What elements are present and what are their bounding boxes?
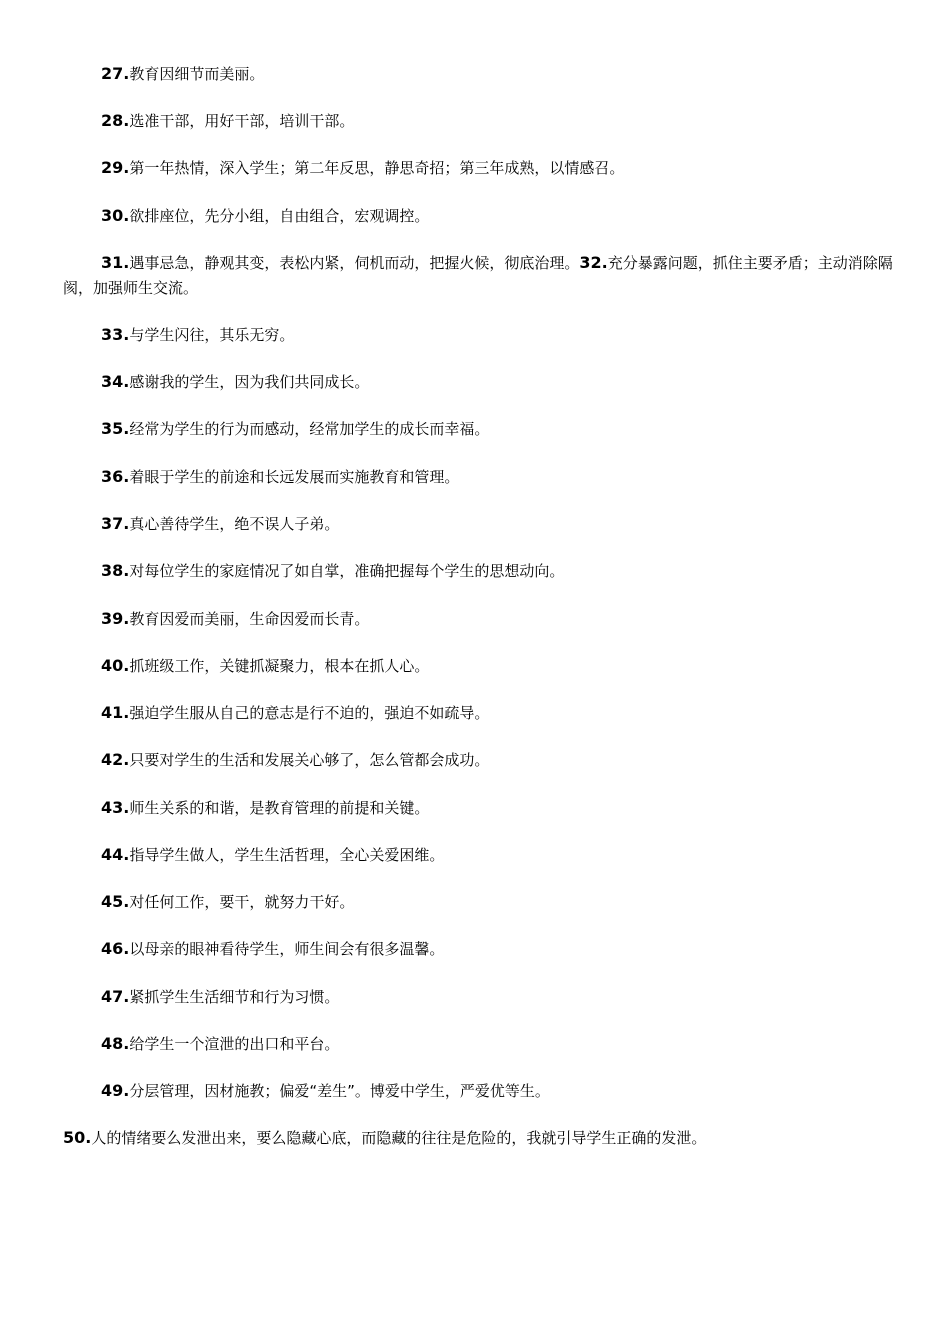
- item-number: 39.: [101, 609, 130, 628]
- list-item: [63, 1078, 893, 1104]
- list-item: [63, 700, 893, 726]
- list-item: [63, 369, 893, 395]
- item-number: 48.: [101, 1034, 130, 1053]
- list-item: [63, 747, 893, 773]
- item-text: 遇事忌急，静观其变，表松内紧，伺机而动，把握火候，彻底治理。: [129, 254, 580, 272]
- item-text: 感谢我的学生，因为我们共同成长。: [129, 373, 370, 391]
- item-number: 27.: [101, 64, 130, 83]
- item-text: 选准干部，用好干部，培训干部。: [129, 112, 355, 130]
- list-item: [63, 322, 893, 348]
- list-item: [63, 203, 893, 229]
- list-item: [63, 653, 893, 679]
- item-number: 36.: [101, 467, 130, 486]
- item-number: 33.: [101, 325, 130, 344]
- item-text: 以母亲的眼神看待学生，师生间会有很多温馨。: [129, 940, 445, 958]
- item-text: 教育因细节而美丽。: [129, 65, 265, 83]
- item-text: 对任何工作，要干，就努力干好。: [129, 893, 355, 911]
- item-number: 41.: [101, 703, 130, 722]
- item-text: 紧抓学生生活细节和行为习惯。: [129, 988, 340, 1006]
- list-item: [63, 464, 893, 490]
- item-number: 44.: [101, 845, 130, 864]
- list-item: [63, 984, 893, 1010]
- item-text: 着眼于学生的前途和长远发展而实施教育和管理。: [129, 468, 460, 486]
- item-text: 抓班级工作，关键抓凝聚力，根本在抓人心。: [129, 657, 430, 675]
- list-item: [63, 155, 893, 181]
- list-item: [63, 511, 893, 537]
- item-number: 43.: [101, 798, 130, 817]
- item-text: 充分暴露问题，抓住主要矛盾；主动消除隔阂，加强师生交流。: [63, 254, 893, 297]
- item-text: 指导学生做人，学生生活哲理，全心关爱困维。: [129, 846, 445, 864]
- item-number: 47.: [101, 987, 130, 1006]
- item-text: 欲排座位，先分小组，自由组合，宏观调控。: [129, 207, 430, 225]
- item-number: 50.: [63, 1128, 92, 1147]
- item-text: 分层管理，因材施教；偏爱“差生”。博爱中学生，严爱优等生。: [129, 1082, 550, 1100]
- item-text: 真心善待学生，绝不误人子弟。: [129, 515, 340, 533]
- item-text: 教育因爱而美丽，生命因爱而长青。: [129, 610, 370, 628]
- item-text: 给学生一个渲泄的出口和平台。: [129, 1035, 340, 1053]
- list-item: [63, 61, 893, 87]
- item-text: 只要对学生的生活和发展关心够了，怎么管都会成功。: [129, 751, 490, 769]
- list-item: [63, 108, 893, 134]
- item-number: 34.: [101, 372, 130, 391]
- item-text: 第一年热情，深入学生；第二年反思，静思奇招；第三年成熟，以情感召。: [129, 159, 625, 177]
- item-number: 29.: [101, 158, 130, 177]
- item-number: 42.: [101, 750, 130, 769]
- list-item: [63, 936, 893, 962]
- item-number: 40.: [101, 656, 130, 675]
- list-item: [63, 558, 893, 584]
- list-item: [63, 250, 893, 301]
- item-number: 38.: [101, 561, 130, 580]
- item-number: 31.: [101, 253, 130, 272]
- item-text: 人的情绪要么发泄出来，要么隐藏心底，而隐藏的往往是危险的，我就引导学生正确的发泄。: [91, 1129, 707, 1147]
- list-item: [63, 606, 893, 632]
- list-item: [63, 842, 893, 868]
- item-number: 32.: [579, 253, 608, 272]
- list-item: [63, 889, 893, 915]
- item-number: 49.: [101, 1081, 130, 1100]
- item-number: 46.: [101, 939, 130, 958]
- item-text: 强迫学生服从自己的意志是行不迫的，强迫不如疏导。: [129, 704, 490, 722]
- list-item: [63, 1125, 893, 1151]
- item-text: 对每位学生的家庭情况了如自掌，准确把握每个学生的思想动向。: [129, 562, 565, 580]
- item-text: 师生关系的和谐，是教育管理的前提和关键。: [129, 799, 430, 817]
- item-number: 30.: [101, 206, 130, 225]
- item-number: 45.: [101, 892, 130, 911]
- item-text: 与学生闪往，其乐无穷。: [129, 326, 295, 344]
- item-number: 37.: [101, 514, 130, 533]
- item-number: 28.: [101, 111, 130, 130]
- item-number: 35.: [101, 419, 130, 438]
- list-item: [63, 1031, 893, 1057]
- item-text: 经常为学生的行为而感动，经常加学生的成长而幸福。: [129, 420, 490, 438]
- list-item: [63, 416, 893, 442]
- list-item: [63, 795, 893, 821]
